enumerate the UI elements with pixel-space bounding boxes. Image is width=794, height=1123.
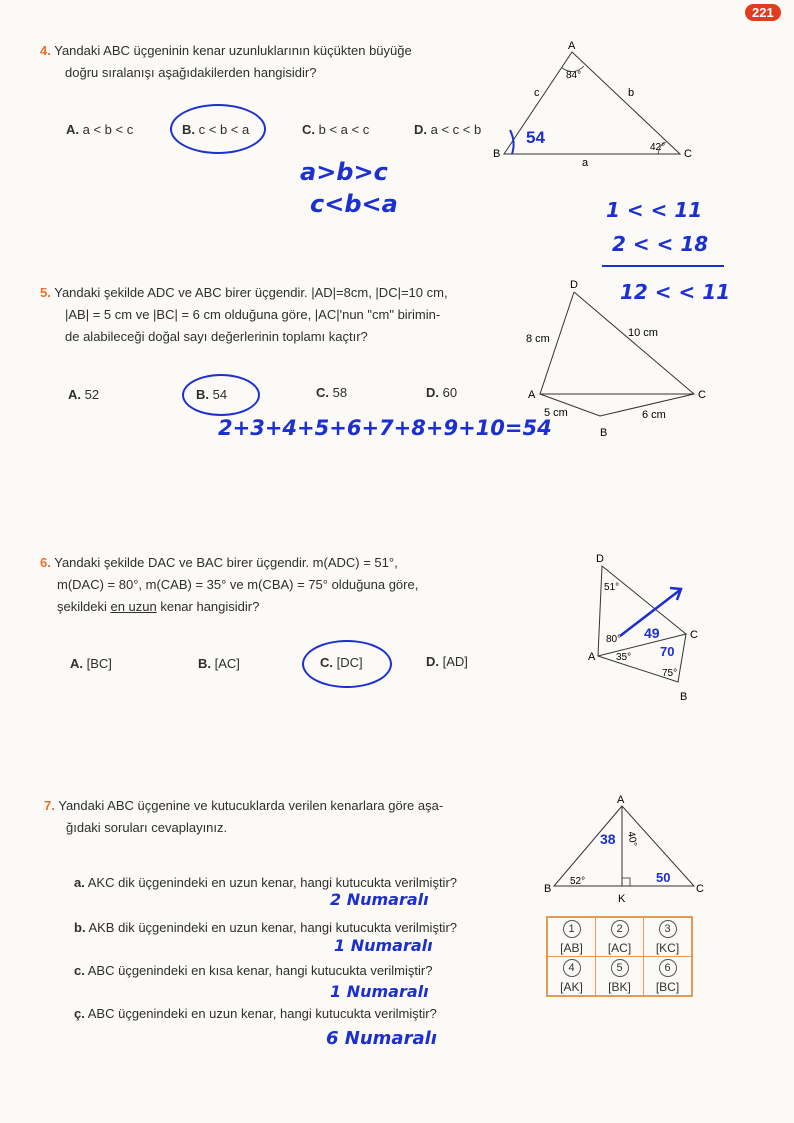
q5-text xyxy=(40,282,510,348)
q7-item-a: a. AKC dik üçgenindeki en uzun kenar, hangi kutucukta verilmiştir? xyxy=(74,875,458,890)
side-work-line1: 1 < < 11 xyxy=(606,198,703,222)
side-work-divider xyxy=(602,265,724,267)
q7-hand-50: 50 xyxy=(656,870,671,885)
q6-number: 6. xyxy=(40,555,51,570)
q4-hand-angle-b: 54 xyxy=(526,128,545,147)
q7-line1: Yandaki ABC üçgenine ve kutucuklarda verilen kenarlara göre aşa- xyxy=(58,798,444,813)
q7-fig-vertex-c: C xyxy=(696,883,704,895)
q7-hand-38: 38 xyxy=(600,831,616,847)
side-work-line3: 12 < < 11 xyxy=(620,280,731,304)
q4-option-b[interactable]: B. c < b < a xyxy=(182,122,250,137)
q6-fig-angle-b: 75° xyxy=(662,668,678,679)
q5-answer-circle xyxy=(182,374,260,416)
q5-number: 5. xyxy=(40,285,51,300)
q5-fig-side-bc: 6 cm xyxy=(642,409,666,421)
q6-fig-vertex-a: A xyxy=(588,651,596,663)
q7-box-6: 6 [BC] xyxy=(644,957,693,997)
page-number: 221 xyxy=(745,4,781,21)
q7-number: 7. xyxy=(44,798,55,813)
q4-text xyxy=(40,40,510,84)
q4-fig-vertex-a: A xyxy=(568,40,576,52)
q7-fig-vertex-b: B xyxy=(544,883,552,895)
q6-hand-angle-49: 49 xyxy=(644,625,660,641)
q5-option-c[interactable]: C. 58 xyxy=(316,385,348,400)
q4-hand-line1: a>b>c xyxy=(300,158,388,186)
q7-triangle-figure xyxy=(540,792,710,907)
q6-line3-underline: en uzun xyxy=(110,599,157,614)
q7-box-1: 1 [AB] xyxy=(547,917,596,957)
q4-fig-angle-c: 42° xyxy=(650,142,666,153)
q4-triangle-figure xyxy=(490,38,710,168)
q5-option-a[interactable]: A. 52 xyxy=(68,387,100,402)
q7-line2: ğıdaki soruları cevaplayınız. xyxy=(66,820,228,835)
q6-figure xyxy=(580,550,710,710)
q7-item-c: c. ABC üçgenindeki en kısa kenar, hangi kutucukta verilmiştir? xyxy=(74,963,433,978)
q7-fig-vertex-a: A xyxy=(617,794,625,806)
q5-fig-vertex-d: D xyxy=(570,279,578,291)
q5-fig-vertex-a: A xyxy=(528,389,536,401)
q7-fig-angle-52: 52° xyxy=(570,876,586,887)
q6-answer-circle xyxy=(302,640,392,688)
q7-item-cedilla: ç. ABC üçgenindeki en uzun kenar, hangi kutucukta verilmiştir? xyxy=(74,1006,437,1021)
q5-line3: de alabileceği doğal sayı değerlerinin toplamı kaçtır? xyxy=(65,329,368,344)
q7-hand-b: 1 Numaralı xyxy=(334,936,433,955)
q7-hand-c: 1 Numaralı xyxy=(330,982,429,1001)
q6-fig-angle-d: 51° xyxy=(604,582,620,593)
q7-fig-vertex-k: K xyxy=(618,893,626,905)
q4-option-c[interactable]: C. b < a < c xyxy=(302,122,370,137)
q4-fig-side-a: a xyxy=(582,157,589,168)
q6-option-a[interactable]: A. [BC] xyxy=(70,656,112,671)
q6-text xyxy=(40,552,520,618)
q4-option-a[interactable]: A. a < b < c xyxy=(66,122,134,137)
q4-fig-side-c: c xyxy=(534,87,540,99)
q5-line2: |AB| = 5 cm ve |BC| = 6 cm olduğuna göre, |AC|'nun "cm" birimin- xyxy=(65,307,441,322)
side-work-line2: 2 < < 18 xyxy=(612,232,709,256)
q4-fig-angle-a: 84° xyxy=(566,70,582,81)
q5-hand-sum: 2+3+4+5+6+7+8+9+10=54 xyxy=(218,416,552,440)
q7-box-5: 5 [BK] xyxy=(596,957,644,997)
q6-option-d[interactable]: D. [AD] xyxy=(426,654,468,669)
q5-fig-side-dc: 10 cm xyxy=(628,327,658,339)
q6-option-b[interactable]: B. [AC] xyxy=(198,656,240,671)
q4-answer-circle xyxy=(170,104,266,154)
q6-option-c[interactable]: C. [DC] xyxy=(320,655,363,670)
q7-hand-a: 2 Numaralı xyxy=(330,890,429,909)
q6-fig-angle-a1: 80° xyxy=(606,634,622,645)
q4-fig-side-b: b xyxy=(628,87,635,99)
q5-fig-vertex-c: C xyxy=(698,389,706,401)
q6-line1: Yandaki şekilde DAC ve BAC birer üçgendir. m(ADC) = 51°, xyxy=(54,555,398,570)
q5-fig-side-ab: 5 cm xyxy=(544,407,568,419)
q6-hand-angle-70: 70 xyxy=(660,644,675,659)
q6-fig-vertex-b: B xyxy=(680,691,688,703)
q5-fig-vertex-b: B xyxy=(600,427,608,438)
q6-fig-vertex-d: D xyxy=(596,553,604,565)
q7-text xyxy=(44,795,524,839)
q5-option-b[interactable]: B. 54 xyxy=(196,387,228,402)
q5-line1: Yandaki şekilde ADC ve ABC birer üçgendir. |AD|=8cm, |DC|=10 cm, xyxy=(54,285,448,300)
q7-fig-angle-40: 40° xyxy=(625,830,639,848)
q7-box-2: 2 [AC] xyxy=(596,917,644,957)
q6-fig-angle-a2: 35° xyxy=(616,652,632,663)
q4-line1: Yandaki ABC üçgeninin kenar uzunluklarının küçükten büyüğe xyxy=(54,43,412,58)
q5-fig-side-ad: 8 cm xyxy=(526,333,550,345)
q7-hand-cedilla: 6 Numaralı xyxy=(326,1028,437,1049)
q4-hand-line2: c<b<a xyxy=(310,190,398,218)
q6-line2: m(DAC) = 80°, m(CAB) = 35° ve m(CBA) = 75° olduğuna göre, xyxy=(57,577,419,592)
q7-box-4: 4 [AK] xyxy=(547,957,596,997)
q6-fig-vertex-c: C xyxy=(690,629,698,641)
q4-line2: doğru sıralanışı aşağıdakilerden hangisidir? xyxy=(65,65,317,80)
q6-line3-post: kenar hangisidir? xyxy=(156,599,260,614)
q5-option-d[interactable]: D. 60 xyxy=(426,385,458,400)
q7-box-3: 3 [KC] xyxy=(644,917,693,957)
q4-number: 4. xyxy=(40,43,51,58)
q6-line3-pre: şekildeki xyxy=(57,599,111,614)
q4-option-d[interactable]: D. a < c < b xyxy=(414,122,482,137)
q4-fig-vertex-c: C xyxy=(684,148,692,160)
q7-answer-boxes xyxy=(546,916,693,997)
q5-quadrilateral-figure xyxy=(520,278,720,438)
q7-item-b: b. AKB dik üçgenindeki en uzun kenar, hangi kutucukta verilmiştir? xyxy=(74,920,458,935)
q4-fig-vertex-b: B xyxy=(493,148,501,160)
